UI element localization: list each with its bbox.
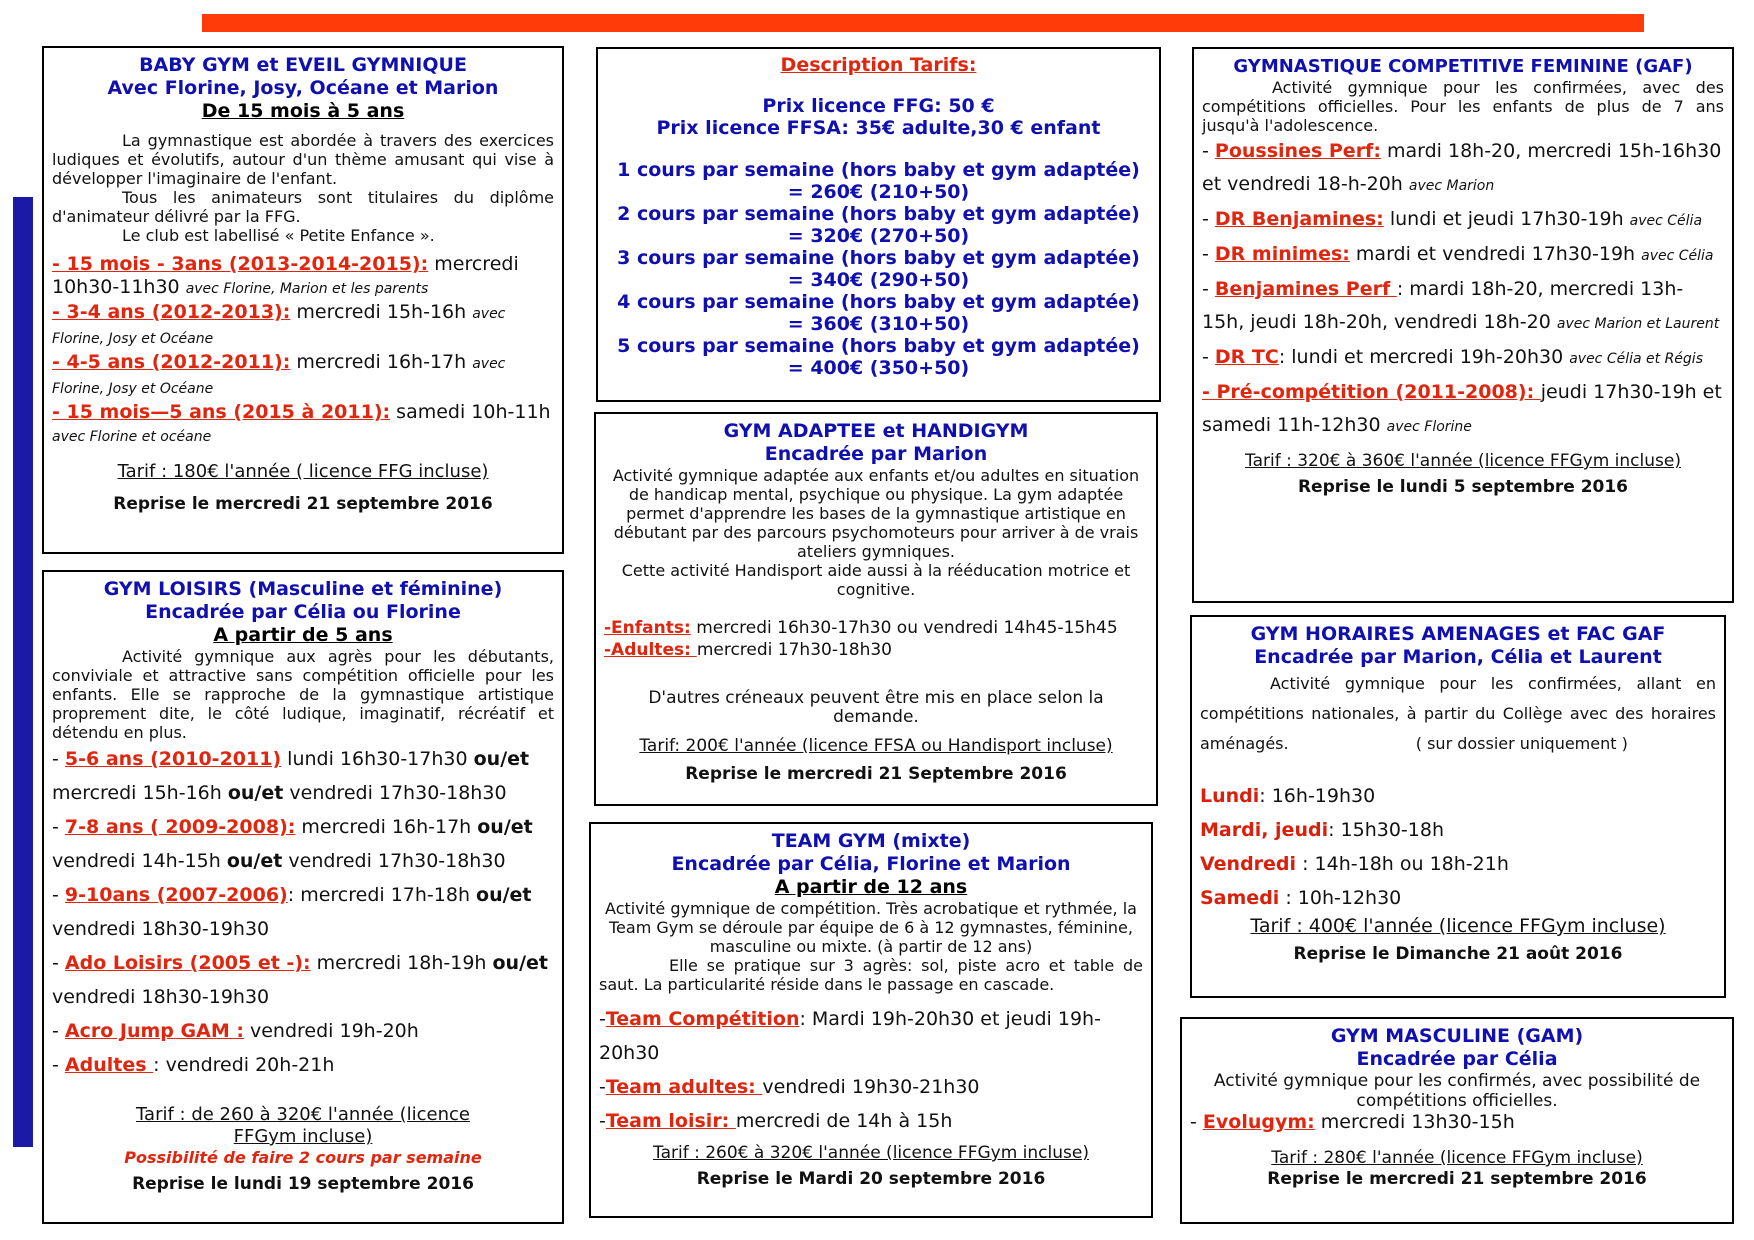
- team-slot-3: -Team loisir: mercredi de 14h à 15h: [599, 1110, 953, 1132]
- slot-time: mercredi 13h30-15h: [1314, 1111, 1515, 1133]
- tarif-text: Tarif : 260€ à 320€ l'année (licence FFGym incluse): [653, 1143, 1089, 1163]
- slot-label: - 15 mois—5 ans (2015 à 2011):: [52, 401, 391, 423]
- loisirs-age: A partir de 5 ans: [213, 624, 393, 646]
- fac-day-2: [1200, 813, 1716, 847]
- slot-who: avec Célia: [1641, 248, 1714, 264]
- gaf-slot-2: - DR Benjamines: lundi et jeudi 17h30-19h avec Célia: [1202, 208, 1703, 230]
- day-label: Lundi: [1200, 785, 1260, 807]
- slot-time: samedi 10h-11h: [390, 401, 551, 423]
- adaptee-desc-1: Activité gymnique adaptée aux enfants et/ou adultes en situation de handicap mental, psychique ou physique. La gym adaptée permet d'apprendre les bases de la gymnastique artistique en débutant par des parcours psychomoteurs pour arriver à de vrais ateliers gymniques.: [612, 466, 1140, 561]
- slot-time: vendredi 17h30-18h30: [282, 850, 506, 872]
- slot-label: 9-10ans (2007-2006): [64, 884, 288, 906]
- baby-gym-slot-1: [52, 253, 554, 301]
- slot-label: Team loisir:: [605, 1110, 736, 1132]
- gam-title: GYM MASCULINE (GAM): [1330, 1025, 1584, 1047]
- slot-time: mardi 18h-20, mercredi 15h-16h30 et vendredi 18-h-20h: [1202, 140, 1722, 195]
- loisirs-slot-1: - 5-6 ans (2010-2011) lundi 16h30-17h30 ou/et mercredi 15h-16h ou/et vendredi 17h30-18h30: [52, 748, 530, 804]
- slot-label: DR Benjamines:: [1214, 208, 1384, 230]
- baby-gym-slot-4: [52, 401, 554, 449]
- slot-label: Ado Loisirs (2005 et -):: [64, 952, 311, 974]
- baby-gym-subtitle: Avec Florine, Josy, Océane et Marion: [107, 77, 499, 99]
- fac-desc: [1200, 669, 1716, 759]
- fac-tarif: [1200, 915, 1716, 937]
- slot-time: mercredi 18h-19h: [310, 952, 493, 974]
- loisirs-title: GYM LOISIRS (Masculine et féminine): [103, 578, 503, 600]
- slot-time: mercredi 16h30-17h30 ou vendredi 14h45-15h45: [690, 618, 1118, 638]
- loisirs-desc: Activité gymnique aux agrès pour les débutants, conviviale et attractive sans compétition officielle pour les enfants. Elle se rapproche de la gymnastique artistique proprement dite, le côté ludique, imaginatif, récréatif et détendu en plus.: [52, 647, 554, 742]
- slot-label: Team Compétition: [605, 1008, 800, 1030]
- gam-subtitle: Encadrée par Célia: [1356, 1048, 1558, 1070]
- gaf-tarif: [1202, 450, 1724, 472]
- tarif-text: Tarif : 180€ l'année ( licence FFG incluse): [117, 461, 489, 482]
- gaf-slot-1: - Poussines Perf: mardi 18h-20, mercredi 15h-16h30 et vendredi 18-h-20h avec Marion: [1202, 140, 1722, 195]
- day-label: Vendredi: [1200, 853, 1297, 875]
- loisirs-slot-6: - Adultes : vendredi 20h-21h: [52, 1054, 335, 1076]
- team-slot-2: -Team adultes: vendredi 19h30-21h30: [599, 1076, 980, 1098]
- loisirs-slot-5: - Acro Jump GAM : vendredi 19h-20h: [52, 1020, 419, 1042]
- slot-label: DR minimes:: [1214, 243, 1350, 265]
- baby-gym-slot-2: [52, 301, 554, 351]
- adaptee-subtitle: Encadrée par Marion: [764, 443, 988, 465]
- slot-who: avec Célia: [1629, 213, 1703, 229]
- baby-gym-panel: [42, 46, 564, 554]
- slot-or: ou/et: [476, 884, 532, 906]
- day-label: Mardi, jeudi: [1200, 819, 1329, 841]
- adaptee-desc-2: Cette activité Handisport aide aussi à la rééducation motrice et cognitive.: [621, 561, 1131, 599]
- slot-time: : mardi 18h-20, mercredi 13h-15h, jeudi 18h-20h, vendredi 18h-20: [1202, 278, 1684, 333]
- fac-day-4: [1200, 881, 1716, 915]
- slot-time: mercredi 16h-17h: [295, 816, 478, 838]
- baby-gym-tarif: [52, 461, 554, 483]
- team-subtitle: Encadrée par Célia, Florine et Marion: [671, 853, 1071, 875]
- slot-who: avec Florine, Marion et les parents: [185, 281, 429, 297]
- slot-label: Team adultes:: [605, 1076, 763, 1098]
- baby-gym-desc-2: Tous les animateurs sont titulaires du diplôme d'animateur délivré par la FFG.: [52, 188, 554, 226]
- day-time: : 16h-19h30: [1259, 785, 1376, 807]
- baby-gym-age: De 15 mois à 5 ans: [201, 100, 405, 122]
- adaptee-other: D'autres créneaux peuvent être mis en place selon la demande.: [648, 688, 1104, 727]
- slot-label: -Enfants:: [604, 618, 691, 638]
- day-time: : 10h-12h30: [1279, 887, 1402, 909]
- adaptee-title: GYM ADAPTEE et HANDIGYM: [723, 420, 1029, 442]
- slot-who: avec Florine, Josy et Océane: [52, 306, 506, 347]
- slot-who: avec Florine: [1386, 419, 1472, 435]
- slot-or: ou/et: [473, 748, 530, 770]
- team-tarif: [599, 1142, 1143, 1164]
- baby-gym-desc-3: Le club est labellisé « Petite Enfance ».: [122, 226, 435, 245]
- slot-who: avec Florine et océane: [52, 429, 212, 445]
- slot-label: - 4-5 ans (2012-2011):: [52, 351, 291, 373]
- slot-who: avec Marion et Laurent: [1556, 316, 1720, 332]
- team-age: A partir de 12 ans: [774, 876, 968, 898]
- tarifs-c3b: = 340€ (290+50): [787, 269, 970, 291]
- top-decorative-bar: [202, 14, 1644, 32]
- baby-gym-slot-3: [52, 351, 554, 401]
- fac-dossier: ( sur dossier uniquement ): [1415, 734, 1628, 753]
- adaptee-reprise: Reprise le mercredi 21 Septembre 2016: [685, 764, 1067, 784]
- gaf-panel: [1192, 47, 1734, 603]
- loisirs-slot-2: - 7-8 ans ( 2009-2008): mercredi 16h-17h ou/et vendredi 14h-15h ou/et vendredi 17h30-18h30: [52, 816, 533, 872]
- loisirs-possible: Possibilité de faire 2 cours par semaine: [124, 1148, 482, 1167]
- gaf-slot-4: - Benjamines Perf : mardi 18h-20, mercredi 13h-15h, jeudi 18h-20h, vendredi 18h-20 avec Marion et Laurent: [1202, 278, 1720, 333]
- slot-label: -Adultes:: [604, 640, 697, 660]
- baby-gym-desc-1: La gymnastique est abordée à travers des exercices ludiques et évolutifs, autour d'un thème amusant qui vise à développer l'imaginaire de l'enfant.: [52, 131, 554, 188]
- slot-time: jeudi 17h30-19h et samedi 11h-12h30: [1202, 381, 1722, 436]
- slot-time: : mercredi 17h-18h: [287, 884, 477, 906]
- slot-time: vendredi 18h30-19h30: [52, 986, 270, 1008]
- slot-or: ou/et: [492, 952, 548, 974]
- tarif-text: Tarif : 320€ à 360€ l'année (licence FFGym incluse): [1245, 451, 1681, 471]
- fac-desc-text: Activité gymnique pour les confirmées, allant en compétitions nationales, à partir du Collège avec des horaires aménagés.: [1200, 674, 1716, 753]
- gym-adaptee-panel: [594, 412, 1158, 806]
- day-time: : 14h-18h ou 18h-21h: [1296, 853, 1509, 875]
- slot-or: ou/et: [227, 782, 284, 804]
- slot-who: avec Florine, Josy et Océane: [52, 356, 506, 397]
- loisirs-slot-3: - 9-10ans (2007-2006): mercredi 17h-18h ou/et vendredi 18h30-19h30: [52, 884, 532, 940]
- team-gym-panel: [589, 822, 1153, 1218]
- tarif-text: Tarif: 200€ l'année (licence FFSA ou Handisport incluse): [639, 736, 1113, 756]
- fac-day-3: [1200, 847, 1716, 881]
- gam-desc: Activité gymnique pour les confirmés, avec possibilité de compétitions officielles.: [1213, 1071, 1701, 1111]
- fac-title: GYM HORAIRES AMENAGES et FAC GAF: [1250, 623, 1666, 645]
- slot-label: Poussines Perf:: [1214, 140, 1381, 162]
- baby-gym-title: BABY GYM et EVEIL GYMNIQUE: [139, 54, 467, 76]
- side-decorative-bar: [13, 197, 33, 1147]
- team-slot-1: -Team Compétition: Mardi 19h-20h30 et jeudi 19h-20h30: [599, 1008, 1101, 1064]
- gaf-slot-3: - DR minimes: mardi et vendredi 17h30-19h avec Célia: [1202, 243, 1714, 265]
- tarifs-c2a: 2 cours par semaine (hors baby et gym adaptée): [617, 203, 1140, 225]
- slot-time: vendredi 19h30-21h30: [762, 1076, 980, 1098]
- slot-time: vendredi 18h30-19h30: [52, 918, 270, 940]
- slot-label: - 3-4 ans (2012-2013):: [52, 301, 291, 323]
- slot-time: lundi et jeudi 17h30-19h: [1383, 208, 1630, 230]
- slot-who: avec Marion: [1408, 178, 1495, 194]
- team-desc-2: Elle se pratique sur 3 agrès: sol, piste acro et table de saut. La particularité réside dans le passage en cascade.: [599, 956, 1143, 994]
- slot-time: mercredi 16h-17h: [290, 351, 473, 373]
- tarifs-c4a: 4 cours par semaine (hors baby et gym adaptée): [617, 291, 1140, 313]
- tarifs-ffsa: Prix licence FFSA: 35€ adulte,30 € enfant: [656, 117, 1101, 139]
- team-desc-1: Activité gymnique de compétition. Très acrobatique et rythmée, la Team Gym se déroule par équipe de 6 à 12 gymnastes, féminine, masculine ou mixte. (à partir de 12 ans): [605, 899, 1137, 956]
- slot-time: mercredi 15h-16h: [52, 782, 228, 804]
- tarifs-title: [606, 53, 1151, 77]
- gym-loisirs-panel: [42, 570, 564, 1224]
- loisirs-tarif: [52, 1104, 554, 1148]
- slot-time: mercredi 17h30-18h30: [696, 640, 892, 660]
- slot-time: vendredi 14h-15h: [52, 850, 227, 872]
- slot-or: ou/et: [226, 850, 283, 872]
- fac-day-1: [1200, 779, 1716, 813]
- tarifs-c3a: 3 cours par semaine (hors baby et gym adaptée): [617, 247, 1140, 269]
- slot-time: : Mardi 19h-20h30 et jeudi 19h-20h30: [599, 1008, 1101, 1064]
- slot-label: Evolugym:: [1202, 1111, 1315, 1133]
- slot-label: - Pré-compétition (2011-2008):: [1202, 381, 1541, 403]
- slot-time: mercredi de 14h à 15h: [735, 1110, 953, 1132]
- baby-gym-reprise: Reprise le mercredi 21 septembre 2016: [113, 494, 493, 514]
- slot-or: ou/et: [477, 816, 533, 838]
- gaf-title: GYMNASTIQUE COMPETITIVE FEMININE (GAF): [1233, 56, 1693, 77]
- gaf-desc: Activité gymnique pour les confirmées, avec des compétitions officielles. Pour les enfants de plus de 7 ans jusqu'à l'adolescence.: [1202, 78, 1724, 135]
- fac-subtitle: Encadrée par Marion, Célia et Laurent: [1254, 646, 1662, 668]
- slot-time: : lundi et mercredi 19h-20h30: [1278, 346, 1570, 368]
- gam-reprise: Reprise le mercredi 21 septembre 2016: [1267, 1169, 1647, 1189]
- slot-label: Acro Jump GAM :: [64, 1020, 244, 1042]
- slot-time: lundi 16h30-17h30: [281, 748, 474, 770]
- gam-slot-1: - Evolugym: mercredi 13h30-15h: [1190, 1111, 1515, 1133]
- tarifs-c5a: 5 cours par semaine (hors baby et gym adaptée): [617, 335, 1140, 357]
- slot-label: DR TC: [1214, 346, 1279, 368]
- team-title: TEAM GYM (mixte): [771, 830, 971, 852]
- slot-label: Adultes: [64, 1054, 154, 1076]
- tarifs-ffg: Prix licence FFG: 50 €: [762, 95, 995, 117]
- tarifs-c1b: = 260€ (210+50): [787, 181, 970, 203]
- slot-time: vendredi 17h30-18h30: [283, 782, 507, 804]
- tarif-text: Tarif : 400€ l'année (licence FFGym incluse): [1250, 915, 1666, 937]
- day-label: Samedi: [1200, 887, 1280, 909]
- tarif-text: Tarif : 280€ l'année (licence FFGym incluse): [1271, 1148, 1643, 1168]
- slot-time: mercredi 10h30-11h30: [52, 253, 519, 298]
- team-reprise: Reprise le Mardi 20 septembre 2016: [696, 1169, 1046, 1189]
- loisirs-subtitle: Encadrée par Célia ou Florine: [145, 601, 461, 623]
- fac-reprise: Reprise le Dimanche 21 août 2016: [1293, 944, 1623, 964]
- tarifs-title-text: Description Tarifs:: [780, 54, 977, 76]
- tarif-text: Tarif : de 260 à 320€ l'année (licence FFGym incluse): [136, 1104, 470, 1147]
- tarifs-c4b: = 360€ (310+50): [787, 313, 970, 335]
- adaptee-slot-2: [604, 639, 1148, 661]
- gaf-slot-6: [1202, 376, 1724, 444]
- slot-time: mercredi 15h-16h: [290, 301, 473, 323]
- adaptee-slot-1: [604, 617, 1148, 639]
- slot-who: avec Célia et Régis: [1569, 351, 1703, 367]
- slot-label: 5-6 ans (2010-2011): [64, 748, 282, 770]
- slot-label: 7-8 ans ( 2009-2008):: [64, 816, 296, 838]
- slot-time: mardi et vendredi 17h30-19h: [1349, 243, 1642, 265]
- slot-label: - 15 mois - 3ans (2013-2014-2015):: [52, 253, 429, 275]
- gam-panel: [1180, 1017, 1734, 1224]
- tarifs-c5b: = 400€ (350+50): [787, 357, 970, 379]
- slot-time: vendredi 19h-20h: [243, 1020, 419, 1042]
- gaf-reprise: Reprise le lundi 5 septembre 2016: [1297, 477, 1629, 497]
- tarifs-c1a: 1 cours par semaine (hors baby et gym adaptée): [617, 159, 1140, 181]
- tarifs-panel: [596, 47, 1161, 402]
- gam-tarif: [1190, 1148, 1724, 1168]
- slot-label: Benjamines Perf: [1214, 278, 1397, 300]
- fac-gaf-panel: [1190, 615, 1726, 998]
- slot-time: : vendredi 20h-21h: [153, 1054, 335, 1076]
- tarifs-c2b: = 320€ (270+50): [787, 225, 970, 247]
- day-time: : 15h30-18h: [1328, 819, 1445, 841]
- loisirs-slot-4: - Ado Loisirs (2005 et -): mercredi 18h-19h ou/et vendredi 18h30-19h30: [52, 952, 548, 1008]
- gaf-slot-5: - DR TC: lundi et mercredi 19h-20h30 avec Célia et Régis: [1202, 346, 1703, 368]
- loisirs-reprise: Reprise le lundi 19 septembre 2016: [132, 1174, 474, 1194]
- adaptee-tarif: [604, 735, 1148, 757]
